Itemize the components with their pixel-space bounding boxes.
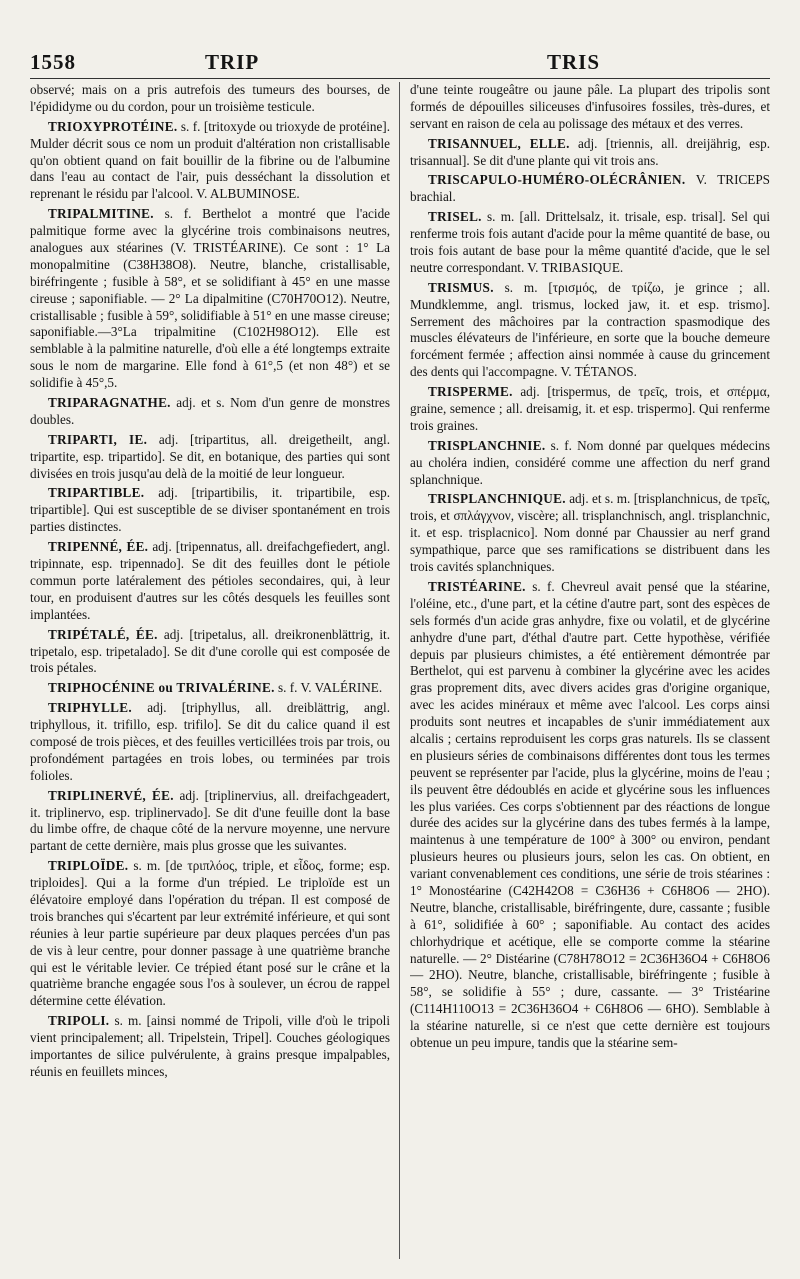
dictionary-entry: [30, 206, 390, 392]
entry-body: s. m. [τρισμός, de τρίζω, je grince ; all. Mundklemme, angl. trismus, locked jaw, it. et esp. trismo]. Serrement des mâchoires par la contraction spasmodique des muscles élévateurs de l'inférieure, en sorte que la bouche demeure forcément fermée ; affection ainsi nommée à cause du grincement des dents qui l'accompagne. V. TÉTANOS.: [410, 279, 770, 380]
entry-headword: TRISPERME.: [428, 384, 513, 400]
dictionary-entry: [30, 485, 390, 536]
entry-headword: TRISCAPULO-HUMÉRO-OLÉCRÂNIEN.: [428, 172, 686, 188]
entry-body: s. f. Nom donné par quelques médecins au choléra indien, considéré comme une affection du nerf grand splanchnique.: [410, 437, 770, 487]
dictionary-entry: [30, 627, 390, 678]
entry-headword: TRIPLOÏDE.: [48, 858, 129, 874]
entry-body: V. TRICEPS brachial.: [410, 172, 770, 205]
entry-headword: TRIPARAGNATHE.: [48, 395, 171, 411]
entry-body: adj. [triphyllus, all. dreiblättrig, angl. triphyllous, it. trifillo, esp. trifilo]. Se dit du calice quand il est composé de trois pièces, et des feuilles verticillées trois par trois, ou profondément partagées en trois lobes, ou terminées par trois folioles.: [30, 700, 390, 783]
entry-headword: TRIOXYPROTÉINE.: [48, 118, 178, 134]
entry-body: adj. [triennis, all. dreijährig, esp. trisannual]. Se dit d'une plante qui vit trois ans.: [410, 135, 770, 168]
dictionary-entry: [410, 280, 770, 381]
entry-body: adj. [tripartibilis, it. tripartibile, esp. tripartible]. Qui est susceptible de se diviser spontanément en trois parties distinctes.: [30, 485, 390, 535]
dictionary-entry: [30, 1013, 390, 1081]
entry-headword: TRISMUS.: [428, 279, 494, 295]
dictionary-entry: [30, 680, 390, 697]
entry-headword: TRIPENNÉ, ÉE.: [48, 539, 149, 555]
entry-body: adj. [trispermus, de τρεῖς, trois, et σπέρμα, graine, semence ; all. dreisamig, it. et esp. trispermo]. Qui renferme trois graines.: [410, 384, 770, 433]
entry-headword: TRISANNUEL, ELLE.: [428, 135, 570, 151]
entry-headword: TRIPOLI.: [48, 1013, 110, 1029]
entry-body: adj. [triplinervius, all. dreifachgeadert, it. triplinervo, esp. triplinervado]. Se dit d'une feuille dont la base du limbe offre, de chaque côté de la nervure moyenne, une nervure partant de cette dernière, mais plus grosse que les suivantes.: [30, 787, 390, 854]
dictionary-entry: [410, 491, 770, 575]
entry-body: adj. [tripartitus, all. dreigetheilt, angl. tripartite, esp. tripartido]. Se dit, en botanique, des parties qui sont divisées en trois jusqu'au delà de la moitié de leur longueur.: [30, 431, 390, 481]
header-rule: [30, 78, 770, 79]
dictionary-entry: [410, 136, 770, 170]
dictionary-entry: [30, 539, 390, 623]
continued-text: [30, 82, 390, 116]
entry-body: s. m. [ainsi nommé de Tripoli, ville d'où le tripoli vient principalement; all. Tripelstein, Tripel]. Couches géologiques importantes de silice pulvérulente, à grains presque impalpables, réunis en feuillets minces,: [30, 1013, 390, 1079]
entry-body: adj. et s. Nom d'un genre de monstres doubles.: [30, 395, 390, 427]
dictionary-entry: [410, 209, 770, 277]
entry-body: s. f. V. VALÉRINE.: [277, 680, 383, 696]
dictionary-entry: [30, 788, 390, 856]
entry-headword: TRIPÉTALÉ, ÉE.: [48, 626, 158, 642]
entry-headword: TRIPALMITINE.: [48, 206, 154, 222]
page-number: 1558: [30, 50, 76, 74]
entry-headword: TRIPARTIBLE.: [48, 485, 145, 501]
dictionary-entry: [30, 432, 390, 483]
dictionary-entry: [410, 384, 770, 435]
guide-word-left: TRIP: [205, 50, 260, 74]
right-column: [410, 82, 770, 1267]
dictionary-entry: [410, 579, 770, 1052]
entry-headword: TRIPHOCÉNINE ou TRIVALÉRINE.: [48, 680, 275, 696]
entry-headword: TRIPLINERVÉ, ÉE.: [48, 787, 174, 803]
entry-headword: TRIPHYLLE.: [48, 700, 132, 716]
entry-body: adj. et s. m. [trisplanchnicus, de τρεῖς, trois, et σπλάγχνον, viscère; all. trisplanchnisch, angl. trisplanchnic, it. et esp. trisplacnico]. Nom donné par Chaussier au nerf grand sympathique, parce que ses ramifications se distribuent dans les trois cavités splanchniques.: [410, 491, 770, 575]
dictionary-entry: [410, 438, 770, 489]
dictionary-entry: [30, 858, 390, 1010]
running-head: [30, 50, 770, 80]
entry-headword: TRISPLANCHNIQUE.: [428, 491, 566, 507]
guide-word-right: TRIS: [546, 50, 600, 74]
dictionary-entry: [30, 700, 390, 784]
dictionary-entry: [30, 395, 390, 429]
entry-body: d'une teinte rougeâtre ou jaune pâle. La plupart des tripolis sont formés de dépouilles siliceuses d'infusoires fossiles, très-dures, et servant en raison de cela au polissage des métaux et des verres.: [410, 82, 770, 131]
dictionary-entry: [30, 119, 390, 203]
entry-body: adj. [tripetalus, all. dreikronenblättrig, it. tripetalo, esp. tripetalado]. Se dit d'une corolle qui est composée de trois pétales.: [30, 626, 390, 676]
left-column: [30, 82, 390, 1267]
entry-headword: TRISTÉARINE.: [428, 578, 526, 594]
entry-body: s. m. [de τριπλόος, triple, et εἶδος, forme; esp. triploides]. Qui a la forme d'un trépied. Le triploïde est un élévatoire employé dans l'opération du trépan. Il est composé de trois branches qui s'écartent par leur extrémité inférieure, et qui sont réunies à leur partie supérieure par deux plaques percées d'un pas de vis à leur centre, pour donner passage à une quatrième branche qui est le véritable levier. Ce trépied étant posé sur le crâne et la quatrième branche engagée sous l'os à soulever, un écrou de rappel détermine cette élévation.: [30, 858, 390, 1009]
column-divider: [399, 82, 400, 1259]
entry-body: observé; mais on a pris autrefois des tumeurs des bourses, de l'épididyme ou du cordon, pour un troisième testicule.: [30, 82, 390, 114]
entry-body: s. f. [tritoxyde ou trioxyde de protéine]. Mulder décrit sous ce nom un produit d'altération non cristallisable qu'on obtient quand on fait bouillir de la fibrine ou de l'albumine dans l'eau au contact de l'air, puis desséchant la dissolution et reprenant le résidu par l'alcool. V. ALBUMINOSE.: [30, 118, 390, 202]
entry-body: s. f. Chevreul avait pensé que la stéarine, l'oléine, etc., d'une part, et la cétine d'autre part, sont des espèces de sels formés d'un acide gras anhydre, fixe ou volatil, et de glycérine anhydre d'une part, d'éthal d'autre part. Cette hypothèse, vérifiée depuis par plusieurs chimistes, a été entièrement démontrée par Berthelot, qui est parvenu à combiner la glycérine avec les acides gras proprement dits, avec divers acides gras d'origine organique, avec les acides minéraux et même avec l'alcool. Les corps ainsi produits sont neutres et incapables de s'unir immédiatement aux alcalis ; certains reproduisent les corps gras naturels. Ils se classent en plusieurs séries de combinaisons différentes dont tous les termes peuvent se représenter par l'acide, plus la glycérine, moins de l'eau ; ils peuvent être dédoublés en acide et glycérine sous les influences les plus variées. Ces corps s'obtiennent par des réactions de longue durée des acides sur la glycérine dans des tubes fermés à la lampe, maintenus à une température de 100° à 300° ou environ, pendant plusieurs heures ou plusieurs jours, selon les cas. On obtient, en variant convenablement ces conditions, une série de trois stéarines : 1° Monostéarine (C42H42O8 = C36H36 + C6H8O6 — 2HO). Neutre, blanche, cristallisable, biréfringente, dure, cassante ; fusible à 61°, solidifiée à 60° ; saponifiable. Au contact des acides chlorhydrique et acétique, elle se comporte comme la stéarine naturelle. — 2° Distéarine (C78H78O12 = 2C36H36O4 + C6H8O6 — 2HO). Neutre, blanche, cristallisable, biréfringente ; fusible à 58°, se solidifie à 55° ; dure, cassante. — 3° Tristéarine (C114H110O13 = 2C36H36O4 + C6H8O6 — 6HO). Semblable à la stéarine naturelle, si ce n'est que cette dernière est toujours obtenue un peu impure, tandis que la stéarine sem-: [410, 578, 770, 1050]
dictionary-entry: [410, 172, 770, 206]
entry-body: s. f. Berthelot a montré que l'acide palmitique forme avec la glycérine trois combinaisons neutres, analogues aux stéarines (V. TRISTÉARINE). Ce sont : 1° La monopalmitine (C38H38O8). Neutre, blanche, cristallisable, biréfringente ; fusible à 58°, et se solidifiant à 45° en une masse cireuse ; saponifiable. — 2° La dipalmitine (C70H70O12). Neutre, cristallisable ; fusible à 59°, solidifiable à 51° en une masse cireuse; saponifiable.—3°La tripalmitine (C102H98O12). Elle est semblable à la palmitine naturelle, d'où elle a été longtemps extraite sous le nom de margarine. Elle fond à 61°,5 (et non 48°) et se solidifie à 45°,5.: [30, 206, 390, 391]
continued-text: [410, 82, 770, 133]
entry-body: s. m. [all. Drittelsalz, it. trisale, esp. trisal]. Sel qui renferme trois fois autant d'acide pour la même quantité de base, ou trois fois autant de base pour la même quantité d'acide, que le sel neutre correspondant. V. TRIBASIQUE.: [410, 209, 770, 275]
entry-headword: TRIPARTI, IE.: [48, 431, 148, 447]
entry-headword: TRISEL.: [428, 209, 482, 225]
entry-headword: TRISPLANCHNIE.: [428, 437, 546, 453]
entry-body: adj. [tripennatus, all. dreifachgefiedert, angl. tripinnate, esp. tripennado]. Se dit des feuilles dont le pétiole commun porte latéralement des pétioles secondaires, qui, à leur tour, en produisent d'autres sur les côtés desquels les feuilles sont implantées.: [30, 539, 390, 622]
